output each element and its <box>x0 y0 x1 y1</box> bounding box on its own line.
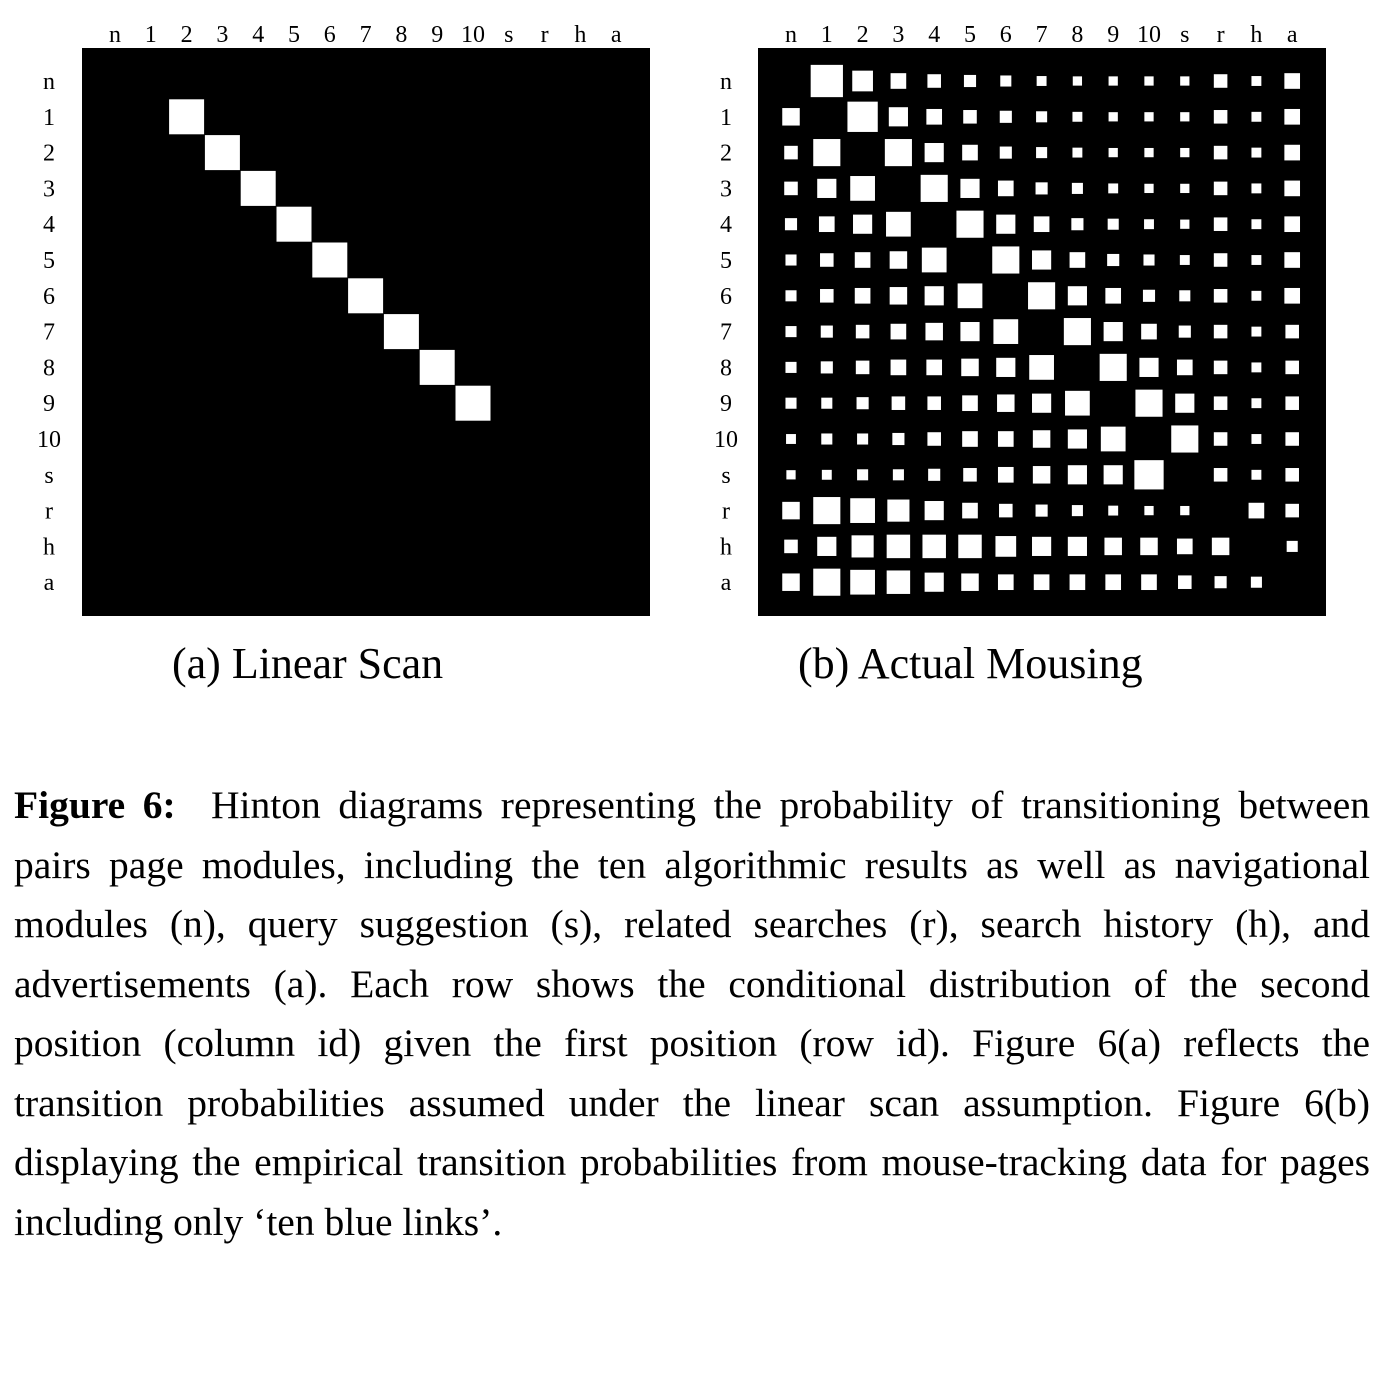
hinton-square <box>1214 74 1228 88</box>
col-tick-label: a <box>610 22 622 48</box>
hinton-square <box>786 470 795 479</box>
hinton-square <box>1139 358 1158 377</box>
hinton-square <box>921 175 948 202</box>
hinton-square <box>1251 148 1261 158</box>
hinton-square <box>456 386 491 421</box>
hinton-square <box>887 570 910 593</box>
hinton-square <box>992 246 1019 273</box>
hinton-square <box>1285 504 1299 518</box>
hinton-square <box>784 540 798 554</box>
hinton-square <box>995 536 1016 557</box>
hinton-square <box>1108 219 1119 230</box>
col-tick-label: 6 <box>323 22 336 48</box>
hinton-diagram-b <box>690 0 1380 630</box>
hinton-square <box>1029 355 1054 380</box>
hinton-square <box>782 502 800 519</box>
hinton-square <box>1072 112 1082 122</box>
hinton-square <box>1214 325 1228 339</box>
hinton-square <box>1214 253 1228 267</box>
col-tick-label: 4 <box>928 22 941 48</box>
hinton-square <box>1072 183 1083 194</box>
hinton-square <box>855 288 871 304</box>
hinton-square <box>926 109 942 125</box>
col-tick-label: 3 <box>216 22 229 48</box>
hinton-square <box>1144 76 1153 85</box>
row-tick-label: s <box>721 462 731 489</box>
row-tick-label: a <box>720 570 732 597</box>
hinton-square <box>1214 361 1228 375</box>
hinton-square <box>312 243 347 278</box>
col-tick-label: 1 <box>144 22 157 48</box>
subcaption-b: (b) Actual Mousing <box>798 639 1143 688</box>
hinton-square <box>1179 326 1191 338</box>
row-tick-label: n <box>720 69 732 95</box>
hinton-square <box>889 107 908 126</box>
hinton-square <box>960 179 979 198</box>
hinton-square <box>1249 503 1265 519</box>
hinton-square <box>1072 148 1082 158</box>
hinton-square <box>891 324 907 340</box>
hinton-square <box>1251 362 1261 372</box>
hinton-square <box>993 319 1018 344</box>
hinton-square <box>886 212 911 237</box>
hinton-square <box>782 573 800 591</box>
row-tick-label: 4 <box>720 212 732 239</box>
col-tick-label: 2 <box>856 22 869 48</box>
col-tick-label: 8 <box>395 22 408 48</box>
hinton-square <box>927 432 941 446</box>
hinton-square <box>1109 112 1118 121</box>
hinton-square <box>885 139 912 166</box>
hinton-square <box>961 573 979 591</box>
hinton-square <box>1109 148 1118 157</box>
hinton-square <box>420 350 455 385</box>
row-tick-label: 1 <box>720 104 732 131</box>
col-tick-label: 10 <box>461 22 485 48</box>
hinton-square <box>1214 146 1228 160</box>
subcaption-a: (a) Linear Scan <box>172 639 444 688</box>
hinton-square <box>1285 361 1299 375</box>
hinton-square <box>850 176 875 201</box>
hinton-square <box>891 360 907 376</box>
plot-area <box>82 48 650 616</box>
row-tick-label: s <box>44 462 54 489</box>
hinton-square <box>1143 254 1154 265</box>
caption-label: Figure 6: <box>14 783 176 827</box>
hinton-square <box>1000 111 1012 123</box>
hinton-square <box>925 573 944 592</box>
hinton-square <box>1180 184 1189 193</box>
hinton-square <box>856 361 870 375</box>
hinton-square <box>1284 109 1300 125</box>
hinton-square <box>277 207 312 242</box>
hinton-square <box>891 73 907 89</box>
hinton-square <box>1144 219 1154 229</box>
plot-area <box>758 48 1326 616</box>
hinton-square <box>1036 147 1047 158</box>
hinton-square <box>892 396 906 410</box>
row-tick-label: 1 <box>43 104 55 131</box>
hinton-square <box>1251 219 1261 229</box>
hinton-square <box>782 108 800 126</box>
hinton-square <box>1251 112 1261 122</box>
hinton-square <box>821 361 833 373</box>
hinton-square <box>1101 427 1126 452</box>
hinton-square <box>1215 576 1227 588</box>
hinton-square <box>856 325 870 339</box>
row-tick-label: r <box>45 498 53 525</box>
hinton-square <box>1284 252 1300 268</box>
hinton-square <box>996 215 1015 234</box>
hinton-square <box>1028 282 1055 309</box>
hinton-square <box>821 398 832 409</box>
col-tick-label: r <box>1216 22 1225 48</box>
row-tick-label: n <box>43 69 55 95</box>
row-tick-label: 10 <box>714 427 738 453</box>
hinton-square <box>1105 288 1121 304</box>
hinton-square <box>1071 218 1083 230</box>
hinton-square <box>348 278 383 313</box>
col-tick-label: 3 <box>892 22 905 48</box>
hinton-square <box>817 179 836 198</box>
hinton-square <box>855 252 871 268</box>
hinton-square <box>784 146 798 160</box>
hinton-square <box>1143 290 1155 302</box>
row-tick-label: h <box>43 534 55 561</box>
hinton-square <box>1178 575 1192 589</box>
hinton-square <box>785 290 796 301</box>
col-tick-label: 4 <box>252 22 265 48</box>
hinton-square <box>785 362 796 373</box>
col-tick-label: 8 <box>1071 22 1084 48</box>
row-tick-label: 4 <box>43 212 55 239</box>
hinton-square <box>1037 76 1047 86</box>
hinton-square <box>963 110 977 124</box>
hinton-square <box>1251 470 1261 480</box>
hinton-square <box>1251 398 1261 408</box>
row-tick-label: 3 <box>720 176 732 203</box>
hinton-square <box>1070 574 1086 590</box>
col-tick-label: 1 <box>820 22 833 48</box>
hinton-square <box>850 570 875 595</box>
hinton-square <box>1251 327 1261 337</box>
row-tick-label: a <box>43 570 55 597</box>
hinton-square <box>1251 76 1261 86</box>
hinton-square <box>961 359 979 377</box>
hinton-square <box>1180 506 1189 515</box>
hinton-square <box>384 314 419 349</box>
hinton-square <box>1108 183 1118 193</box>
hinton-square <box>960 322 979 341</box>
hinton-square <box>821 433 832 444</box>
hinton-square <box>857 433 868 444</box>
hinton-square <box>890 287 908 305</box>
hinton-square <box>998 431 1014 447</box>
hinton-square <box>958 535 981 558</box>
hinton-square <box>1144 506 1153 515</box>
hinton-square <box>1287 541 1298 552</box>
figure-caption <box>14 776 1370 1252</box>
hinton-square <box>169 99 204 134</box>
col-tick-label: 9 <box>431 22 444 48</box>
row-tick-label: 6 <box>720 283 732 310</box>
hinton-square <box>1034 574 1050 590</box>
hinton-square <box>926 360 942 376</box>
hinton-square <box>1033 430 1051 448</box>
hinton-square <box>857 397 869 409</box>
hinton-square <box>962 145 978 161</box>
hinton-square <box>1036 182 1048 194</box>
hinton-square <box>1180 220 1189 229</box>
hinton-square <box>1284 73 1300 89</box>
hinton-square <box>963 468 977 482</box>
hinton-square <box>1065 391 1090 416</box>
col-tick-label: 6 <box>999 22 1012 48</box>
col-tick-label: 5 <box>288 22 300 48</box>
hinton-square <box>1180 148 1189 157</box>
col-tick-label: 7 <box>1035 22 1048 48</box>
hinton-square <box>925 323 943 341</box>
hinton-square <box>813 497 840 524</box>
hinton-square <box>1285 432 1299 446</box>
hinton-square <box>1177 360 1193 376</box>
hinton-square <box>962 431 978 447</box>
hinton-square <box>1032 250 1051 269</box>
hinton-square <box>892 433 904 445</box>
hinton-square <box>956 211 983 238</box>
row-tick-label: 10 <box>37 427 61 453</box>
hinton-square <box>1284 181 1300 197</box>
hinton-square <box>1135 390 1162 417</box>
hinton-square <box>1284 288 1300 304</box>
hinton-square <box>1000 147 1012 159</box>
hinton-square <box>1214 182 1228 196</box>
hinton-square <box>1144 148 1153 157</box>
hinton-square <box>1000 75 1011 86</box>
hinton-diagram-a <box>0 0 690 630</box>
hinton-square <box>893 469 904 480</box>
hinton-square <box>820 289 834 303</box>
hinton-square <box>1171 425 1198 452</box>
hinton-square <box>847 102 877 132</box>
hinton-square <box>925 501 944 520</box>
hinton-square <box>1284 216 1300 232</box>
hinton-square <box>927 74 941 88</box>
row-tick-label: 8 <box>720 355 732 382</box>
hinton-square <box>1214 432 1228 446</box>
hinton-square <box>819 216 835 232</box>
hinton-square <box>1180 255 1190 265</box>
hinton-square <box>928 469 940 481</box>
hinton-square <box>1214 468 1228 482</box>
hinton-square <box>1105 574 1121 590</box>
hinton-square <box>1068 286 1087 305</box>
hinton-square <box>852 71 873 92</box>
hinton-square <box>1285 325 1299 339</box>
hinton-square <box>1068 465 1087 484</box>
row-tick-label: 5 <box>720 248 732 274</box>
hinton-square <box>1072 505 1083 516</box>
hinton-square <box>785 326 796 337</box>
hinton-square <box>811 65 843 97</box>
row-tick-label: 2 <box>720 140 732 167</box>
hinton-square <box>852 535 874 557</box>
hinton-square <box>1109 76 1118 85</box>
caption-text: Hinton diagrams representing the probability of transitioning between pairs page modules, including the ten algorithmic results as well as navigational modules (n), query suggestion (s), related searches (r), search history (h), and advertisements (a). Each row shows the conditional distribution of the second position (column id) given the first position (row id). Figure 6(a) reflects the transition probabilities assumed under the linear scan assumption. Figure 6(b) displaying the empirical transition probabilities from mouse-tracking data for pages including only ‘ten blue links’. <box>14 783 1370 1244</box>
hinton-square <box>1107 254 1119 266</box>
hinton-square <box>1214 217 1228 231</box>
row-tick-label: 7 <box>43 319 55 346</box>
hinton-square <box>962 395 978 411</box>
col-tick-label: 10 <box>1137 22 1161 48</box>
hinton-square <box>964 75 976 87</box>
hinton-square <box>1141 324 1157 340</box>
col-tick-label: n <box>109 22 121 48</box>
hinton-square <box>784 182 798 196</box>
col-tick-label: h <box>1250 22 1263 48</box>
hinton-square <box>1251 434 1261 444</box>
hinton-square <box>1070 252 1086 268</box>
row-tick-label: 3 <box>43 176 55 203</box>
hinton-square <box>822 470 832 480</box>
hinton-square <box>922 535 945 558</box>
col-tick-label: h <box>574 22 587 48</box>
hinton-square <box>1175 394 1194 413</box>
row-tick-label: 9 <box>720 391 732 418</box>
hinton-square <box>996 358 1015 377</box>
row-tick-label: 7 <box>720 319 732 346</box>
row-tick-label: 6 <box>43 283 55 310</box>
hinton-square <box>857 469 868 480</box>
row-tick-label: r <box>722 498 730 525</box>
hinton-square <box>786 434 796 444</box>
hinton-square <box>1214 396 1228 410</box>
hinton-square <box>1144 112 1153 121</box>
hinton-square <box>813 569 840 596</box>
hinton-square <box>1214 289 1228 303</box>
hinton-square <box>998 574 1014 590</box>
col-tick-label: a <box>1286 22 1298 48</box>
hinton-square <box>1179 290 1190 301</box>
hinton-square <box>999 504 1013 518</box>
hinton-square <box>853 215 872 234</box>
hinton-square <box>922 248 947 273</box>
row-tick-label: h <box>720 534 732 561</box>
hinton-square <box>925 286 944 305</box>
hinton-square <box>890 251 908 269</box>
hinton-square <box>1141 574 1157 590</box>
hinton-square <box>925 143 944 162</box>
hinton-square <box>887 535 910 558</box>
hinton-square <box>1108 506 1118 516</box>
hinton-square <box>962 503 978 519</box>
row-tick-label: 9 <box>43 391 55 418</box>
hinton-square <box>1032 394 1051 413</box>
hinton-square <box>1104 538 1122 556</box>
hinton-square <box>1251 183 1261 193</box>
hinton-panel-b <box>690 0 1380 700</box>
hinton-square <box>785 254 796 265</box>
hinton-square <box>1140 538 1158 556</box>
hinton-square <box>1177 539 1193 555</box>
hinton-square <box>1036 505 1048 517</box>
hinton-square <box>1144 184 1153 193</box>
hinton-square <box>997 394 1015 412</box>
hinton-square <box>1068 429 1087 448</box>
hinton-square <box>1212 538 1230 556</box>
hinton-square <box>958 283 983 308</box>
hinton-square <box>1251 291 1261 301</box>
hinton-square <box>998 181 1014 197</box>
col-tick-label: s <box>1180 22 1190 48</box>
col-tick-label: 2 <box>180 22 193 48</box>
hinton-square <box>1032 537 1051 556</box>
col-tick-label: r <box>540 22 549 48</box>
hinton-square <box>1034 216 1050 232</box>
hinton-square <box>1104 322 1123 341</box>
col-tick-label: s <box>504 22 514 48</box>
row-tick-label: 5 <box>43 248 55 274</box>
hinton-square <box>241 171 276 206</box>
hinton-square <box>1214 110 1228 124</box>
hinton-panel-a <box>0 0 690 700</box>
hinton-square <box>887 500 909 522</box>
hinton-square <box>820 253 834 267</box>
hinton-square <box>1033 466 1051 484</box>
hinton-square <box>927 396 941 410</box>
col-tick-label: 5 <box>964 22 976 48</box>
hinton-square <box>850 498 875 523</box>
hinton-square <box>1285 468 1299 482</box>
hinton-square <box>1285 396 1299 410</box>
hinton-square <box>1073 76 1082 85</box>
hinton-square <box>785 218 797 230</box>
col-tick-label: 9 <box>1107 22 1120 48</box>
hinton-square <box>1064 318 1091 345</box>
hinton-square <box>813 139 840 166</box>
row-tick-label: 2 <box>43 140 55 167</box>
hinton-square <box>1251 577 1262 588</box>
hinton-square <box>1180 112 1189 121</box>
hinton-square <box>1100 354 1127 381</box>
hinton-square <box>205 135 240 170</box>
hinton-square <box>1284 145 1300 161</box>
hinton-square <box>1180 76 1189 85</box>
hinton-square <box>1134 460 1163 489</box>
row-tick-label: 8 <box>43 355 55 382</box>
hinton-square <box>1104 465 1123 484</box>
col-tick-label: n <box>785 22 797 48</box>
hinton-square <box>821 326 833 338</box>
hinton-square <box>998 467 1014 483</box>
hinton-square <box>1036 111 1047 122</box>
hinton-square <box>1251 255 1261 265</box>
hinton-square <box>817 537 836 556</box>
col-tick-label: 7 <box>359 22 372 48</box>
hinton-square <box>785 398 796 409</box>
hinton-square <box>1068 537 1087 556</box>
